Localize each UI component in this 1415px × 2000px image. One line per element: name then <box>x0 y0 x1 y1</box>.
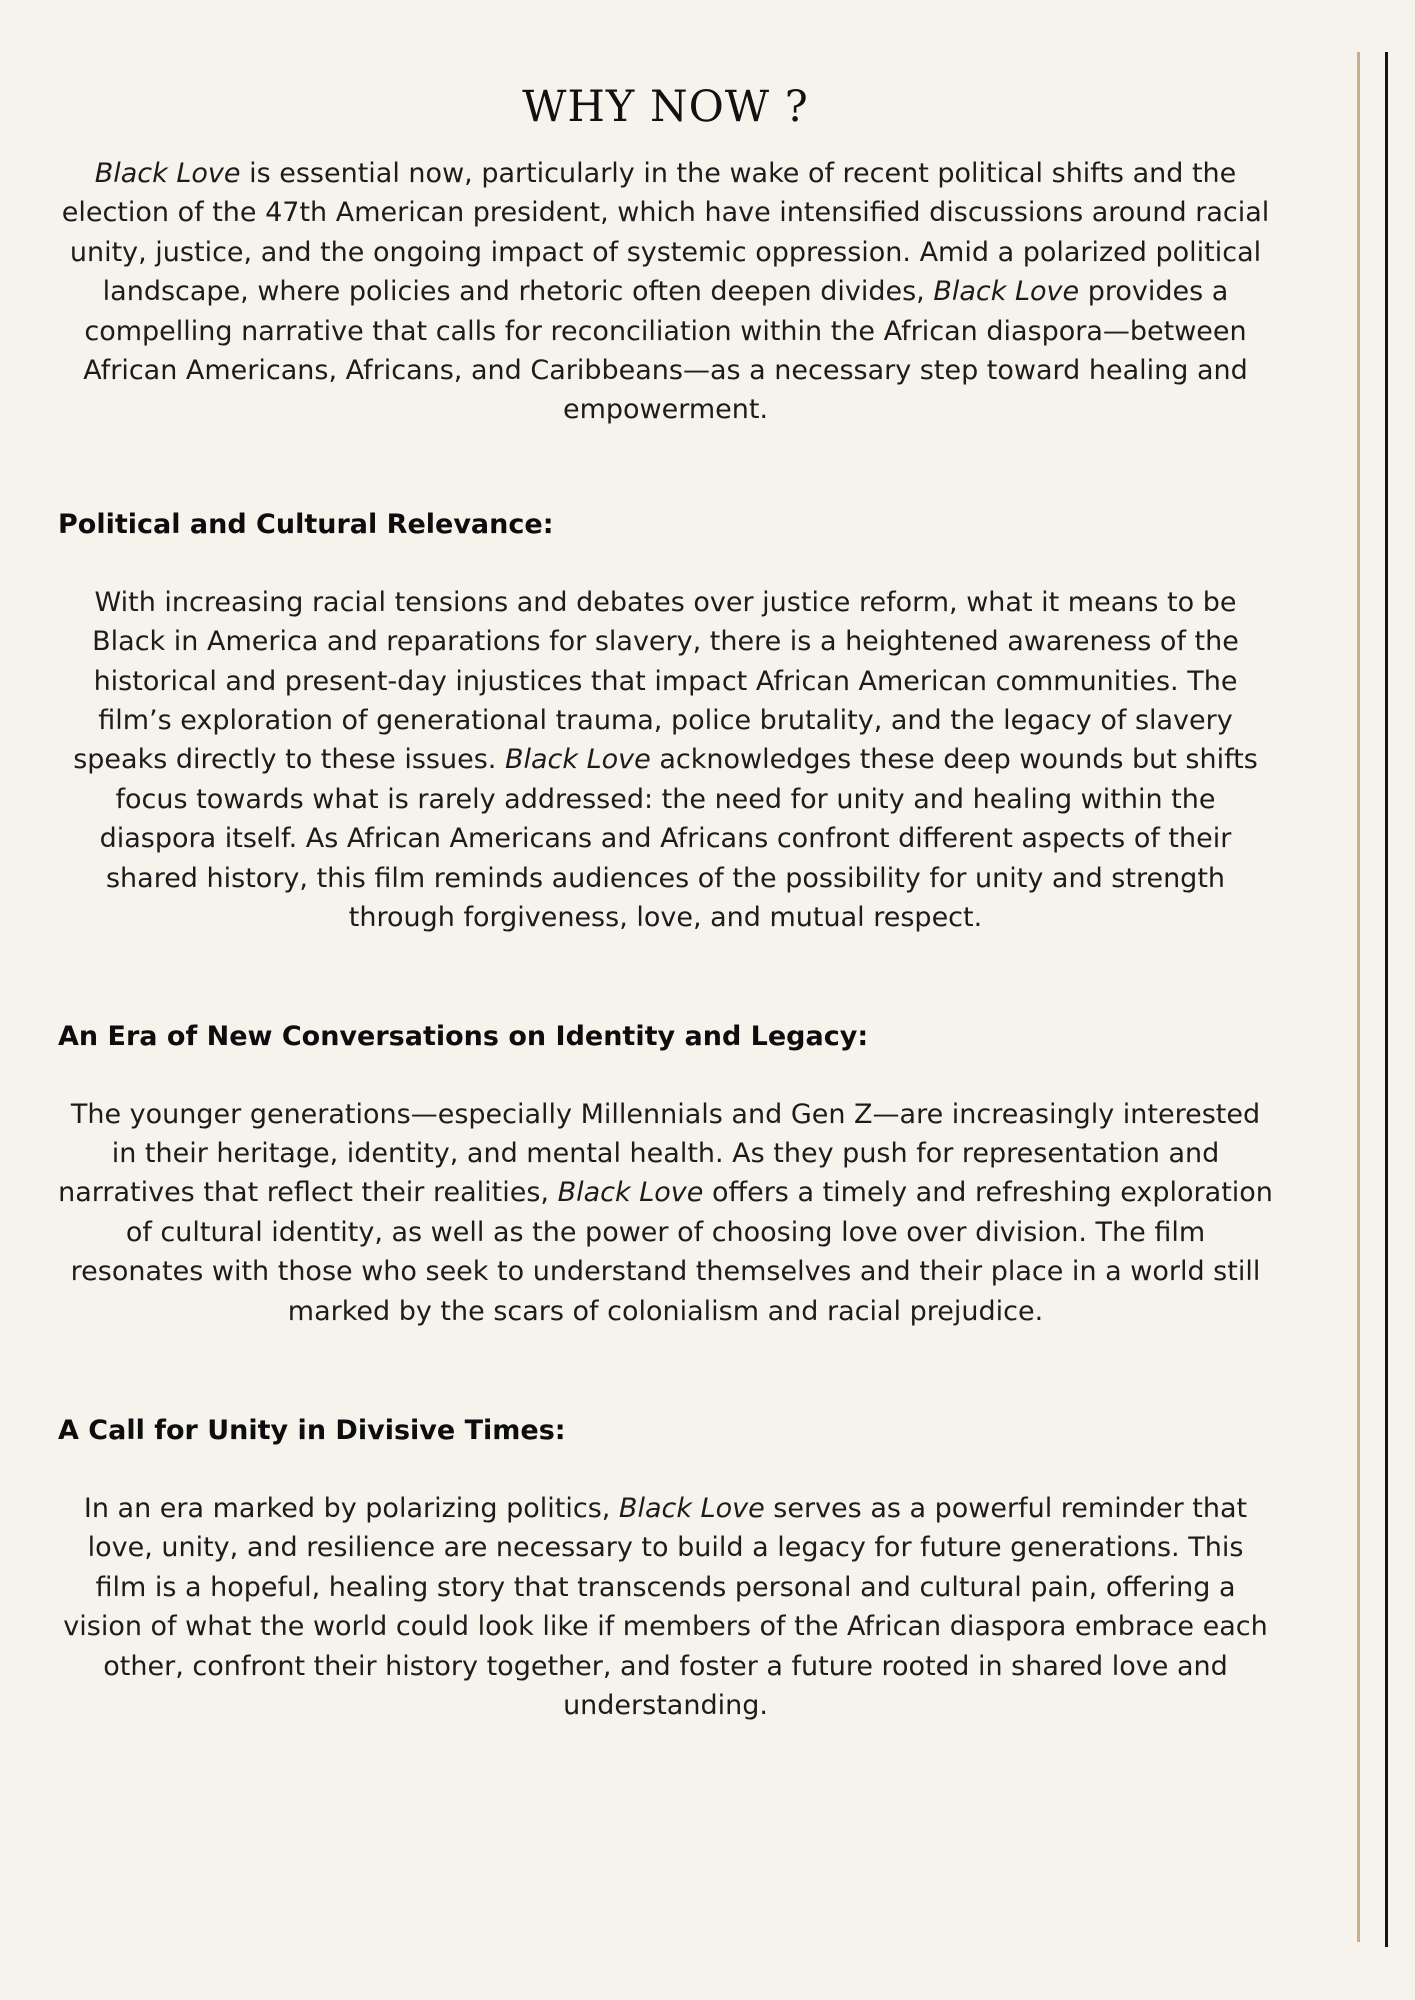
section-paragraph-new-conversations <box>58 1095 1273 1331</box>
paragraph-text: The younger generations—especially Millennials and Gen Z—are increasingly interested in their heritage, identity, and mental health. As they push for representation and narratives that reflect their realities, <box>58 1098 1261 1209</box>
section-heading-political-relevance: Political and Cultural Relevance: <box>58 508 554 540</box>
intro-paragraph <box>58 154 1273 430</box>
film-title: Black Love <box>618 1492 765 1524</box>
document-content <box>58 78 1273 1725</box>
decorative-dark-rule <box>1385 52 1388 1947</box>
page-title: WHY NOW ? <box>522 82 809 132</box>
film-title: Black Love <box>94 158 241 189</box>
section-paragraph-call-for-unity <box>58 1489 1273 1725</box>
section-paragraph-political-relevance <box>58 583 1273 938</box>
section-heading-call-for-unity: A Call for Unity in Divisive Times: <box>58 1414 566 1446</box>
intro-text-part-1: is essential now, particularly in the wake of recent political shifts and the election of the 47th American president, which have intensified discussions around racial unity, justice, and the ongoing impact of systemic oppression. Amid a polarized political landscape, where policies and rhetoric often deepen divides, <box>61 158 1270 308</box>
paragraph-text: acknowledges these deep wounds but shifts focus towards what is rarely addressed: the need for unity and healing within the diaspora itself. As African Americans and Africans confront different aspects of their shared history, this film reminds audiences of the possibility for unity and strength through forgiveness, love, and mutual respect. <box>99 744 1258 934</box>
film-title: Black Love <box>504 744 651 776</box>
section-heading-new-conversations: An Era of New Conversations on Identity and Legacy: <box>58 1020 869 1052</box>
paragraph-text: offers a timely and refreshing exploration of cultural identity, as well as the power of choosing love over division. The film resonates with those who seek to understand themselves and their place in a world still marked by the scars of colonialism and racial prejudice. <box>70 1177 1273 1327</box>
film-title: Black Love <box>933 276 1080 308</box>
paragraph-text: serves as a powerful reminder that love, unity, and resilience are necessary to build a legacy for future generations. This film is a hopeful, healing story that transcends personal and cultural pain, offering a vision of what the world could look like if members of the African diaspora embrace each other, confront their history together, and foster a future rooted in shared love and understanding. <box>63 1492 1268 1721</box>
film-title: Black Love <box>557 1177 704 1209</box>
intro-text-part-2: provides a compelling narrative that calls for reconciliation within the African diaspora—between African Americans, Africans, and Caribbeans—as a necessary step toward healing and empowerment. <box>83 276 1248 426</box>
decorative-tan-rule <box>1357 52 1360 1942</box>
paragraph-text: With increasing racial tensions and debates over justice reform, what it means to be Black in America and reparations for slavery, there is a heightened awareness of the historical and present-day injustices that impact African American communities. The film’s exploration of generational trauma, police brutality, and the legacy of slavery speaks directly to these issues. <box>73 586 1239 776</box>
paragraph-text: In an era marked by polarizing politics, <box>83 1492 619 1524</box>
